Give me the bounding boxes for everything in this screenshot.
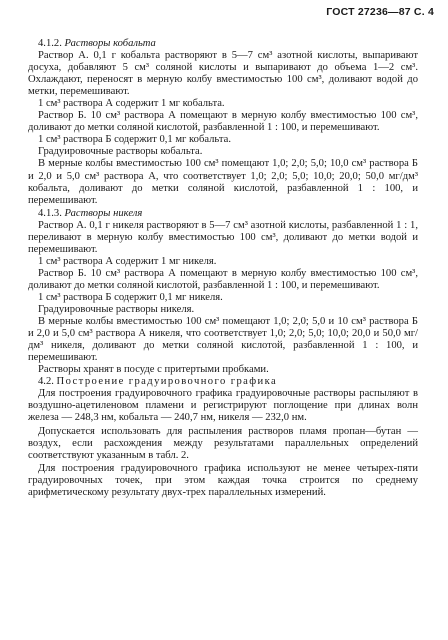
paragraph: Градуировочные растворы никеля.: [38, 304, 195, 316]
paragraph: Раствор Б. 10 см³ раствора А помещают в мерную колбу вместимостью 100 см³, доливают до метки соляной кислотой, разбавленной 1 : 100, и перемешивают.: [28, 267, 418, 291]
paragraph: Допускается использовать для распыления растворов пламя пропан—бутан — воздух, если расхождения между результатами параллельных определений соответствуют указанным в табл. 2.: [28, 425, 418, 461]
section-number: 4.1.2.: [38, 38, 62, 49]
paragraph: Для построения градуировочного графика используют не менее четырех-пяти градуировочных точек, при этом каждая точка строится по среднему арифметическому результату двух-трех параллельных измерений.: [28, 462, 418, 498]
section-number: 4.1.3.: [38, 207, 62, 219]
section-heading-calibration: [28, 376, 418, 388]
paragraph: 1 см³ раствора Б содержит 0,1 мг никеля.: [38, 291, 223, 303]
section-heading-nickel: [28, 208, 418, 220]
paragraph: 1 см³ раствора Б содержит 0,1 мг кобальта.: [38, 134, 231, 146]
paragraph: Раствор А. 0,1 г кобальта растворяют в 5—7 см³ азотной кислоты, выпаривают досуха, добавляют 5 см³ соляной кислоты и выпаривают до объема 1—2 см³. Охлаждают, переносят в мерную колбу вместимостью 100 см³, доливают водой до метки, перемешивают.: [28, 50, 418, 98]
section-title: Растворы никеля: [64, 207, 143, 219]
section-number: 4.2.: [38, 376, 54, 388]
section-title: Построение градуировочного графика: [56, 376, 278, 388]
paragraph: В мерные колбы вместимостью 100 см³ помещают 1,0; 2,0; 5,0; 10,0 см³ раствора Б и 2,0 и 5,0 см³ раствора А, что соответствует 1,0; 2,0; 5,0; 10,0; 20,0; 50,0 мг/дм³ кобальта, доливают до метки соляной кислотой, разбавленной 1 : 100, и перемешивают.: [28, 158, 418, 206]
document-body: [28, 38, 418, 499]
section-title: Растворы кобальта: [64, 38, 156, 49]
paragraph: Растворы хранят в посуде с притертыми пробками.: [38, 364, 269, 376]
paragraph: Градуировочные растворы кобальта.: [38, 146, 203, 158]
paragraph: 1 см³ раствора А содержит 1 мг никеля.: [38, 255, 217, 267]
paragraph: Для построения градуировочного графика градуировочные растворы распыляют в воздушно-ацетиленовом пламени и регистрируют поглощение при длинах волн железа — 248,3 нм, кобальта — 240,7 нм, никеля — 232,0 нм.: [28, 388, 418, 424]
page-header: ГОСТ 27236—87 С. 4: [326, 6, 434, 18]
paragraph: Раствор Б. 10 см³ раствора А помещают в мерную колбу вместимостью 100 см³, доливают до метки соляной кислотой, разбавленной 1 : 100, и перемешивают.: [28, 110, 418, 134]
section-heading-cobalt: [28, 38, 418, 50]
paragraph: 1 см³ раствора А содержит 1 мг кобальта.: [38, 98, 225, 110]
paragraph: В мерные колбы вместимостью 100 см³ помещают 1,0; 2,0; 5,0 и 10 см³ раствора Б и 2,0 и 5,0 см³ раствора А никеля, что соответствует 1,0; 2,0; 5,0; 10,0; 20,0 и 50,0 мг/дм³ никеля, доливают до метки соляной кислотой, разбавленной 1 : 100, и перемешивают.: [28, 316, 418, 364]
paragraph: Раствор А. 0,1 г никеля растворяют в 5—7 см³ азотной кислоты, разбавленной 1 : 1, переливают в мерную колбу вместимостью 100 см³, доливают до метки водой и перемешивают.: [28, 219, 418, 255]
